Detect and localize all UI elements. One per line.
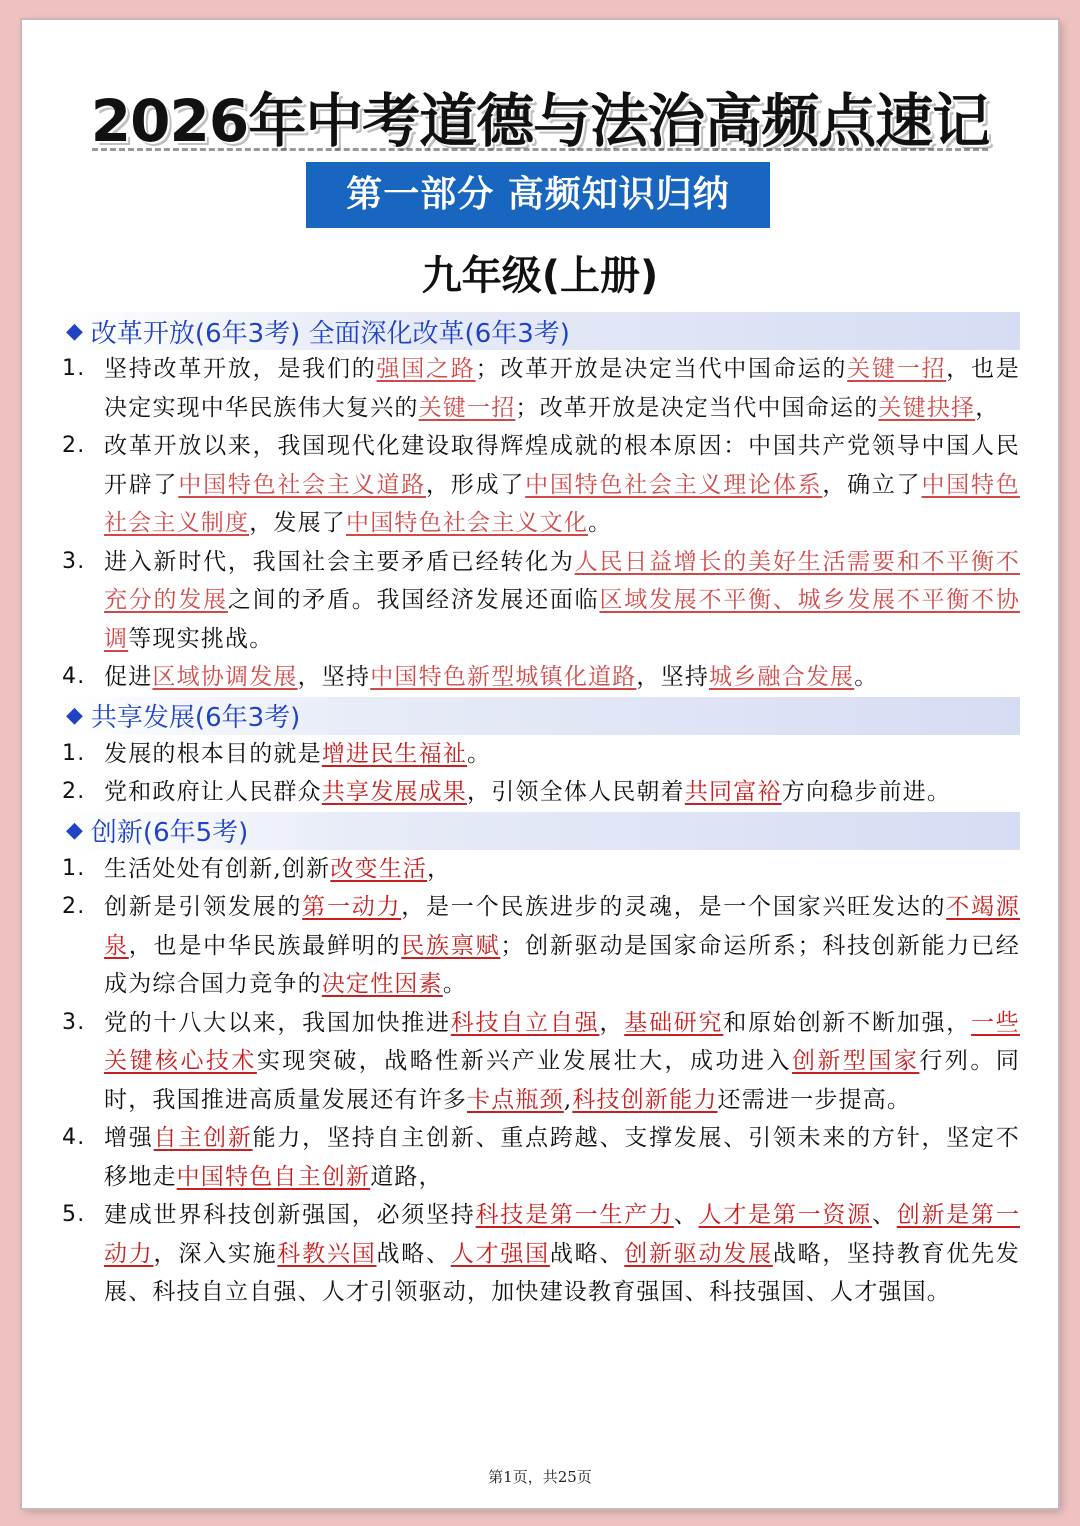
section-heading: [60, 812, 1020, 850]
keyword-highlight: 中国特色新型城镇化道路: [370, 664, 637, 690]
item-number: 5.: [62, 1202, 86, 1227]
keyword-highlight: 中国特色社会主义文化: [346, 510, 589, 536]
keyword-highlight: 人才是第一资源: [698, 1202, 872, 1228]
keyword-highlight: 区域发展不平衡、城乡发展不平衡不协调: [104, 587, 1021, 652]
keyword-highlight: 一些关键核心技术: [104, 1009, 1021, 1074]
text-segment: ，: [599, 1009, 625, 1036]
keyword-highlight: 卡点瓶颈: [467, 1086, 564, 1113]
text-segment: 道路，: [370, 1163, 443, 1190]
text-segment: 改革开放以来，我国现代化建设取得辉煌成就的根本原因：中国共产党领导中国人民开辟了: [104, 433, 1020, 498]
keyword-highlight: 关键抉择: [878, 394, 976, 421]
text-segment: ，是一个民族进步的灵魂，是一个国家兴旺发达的: [401, 894, 947, 920]
text-segment: ，: [427, 855, 452, 882]
text-segment: 和原始创新不断加强，: [723, 1009, 972, 1036]
item-number: 1.: [62, 740, 86, 766]
item-number: 3.: [62, 1009, 86, 1035]
text-segment: ，坚持: [297, 664, 371, 690]
keyword-highlight: 创新驱动发展: [624, 1240, 773, 1267]
text-segment: 创新是引领发展的: [104, 894, 303, 920]
item-text: [104, 658, 1020, 697]
keyword-highlight: 共同富裕: [684, 779, 782, 805]
item-text: [104, 1004, 1020, 1120]
text-segment: 之间的矛盾。我国经济发展还面临: [227, 587, 600, 613]
text-segment: 能力，坚持自主创新、重点跨越、支撑发展、引领未来的方针，坚定不移地走: [104, 1125, 1020, 1190]
item-number: 1.: [62, 356, 86, 381]
text-segment: ，也是中华民族最鲜明的: [128, 932, 402, 959]
section-3: [60, 812, 1020, 1312]
list-item: [60, 1004, 1020, 1120]
keyword-highlight: 第一动力: [302, 894, 402, 920]
title-decoration: [92, 140, 988, 151]
section-heading-text: 改革开放(6年3考) 全面深化改革(6年3考): [90, 318, 570, 349]
section-heading-text: 创新(6年5考): [90, 818, 249, 848]
item-text: [104, 1119, 1020, 1196]
diamond-bullet-icon: ◆: [66, 818, 83, 843]
section-heading: [60, 697, 1020, 735]
list-item: [60, 888, 1020, 1004]
keyword-highlight: 民族禀赋: [401, 932, 501, 959]
item-list: [60, 850, 1020, 1312]
item-number: 4.: [62, 664, 86, 689]
text-segment: 坚持改革开放，是我们的: [104, 356, 377, 382]
section-heading-text: 共享发展(6年3考): [90, 703, 301, 733]
content-area: [60, 312, 1020, 1312]
text-segment: 发展的根本目的就是: [104, 740, 322, 767]
text-segment: ，形成了: [426, 471, 526, 498]
item-number: 2.: [62, 779, 86, 804]
document-title: 2026年中考道德与法治高频点速记: [90, 87, 990, 155]
grade-heading: 九年级(上册): [421, 253, 659, 299]
diamond-bullet-icon: ◆: [66, 318, 83, 344]
section-heading: [60, 312, 1020, 350]
section-1: [60, 312, 1020, 697]
keyword-highlight: 科教兴国: [277, 1240, 377, 1267]
text-segment: 建成世界科技创新强国，必须坚持: [104, 1202, 476, 1228]
text-segment: 党的十八大以来，我国加快推进: [104, 1009, 451, 1036]
text-segment: 还需进一步提高。: [717, 1086, 912, 1113]
item-text: [104, 1196, 1020, 1312]
text-segment: ；改革开放是决定当代中国命运的: [475, 356, 848, 382]
text-segment: 实现突破，战略性新兴产业发展壮大，成功进入: [256, 1048, 792, 1074]
page-footer: 第1页，共25页: [488, 1468, 592, 1486]
list-item: [60, 773, 1020, 812]
item-number: 2.: [62, 433, 86, 458]
keyword-highlight: 共享发展成果: [321, 779, 468, 805]
keyword-highlight: 决定性因素: [321, 971, 443, 997]
keyword-highlight: 人民日益增长的美好生活需要和不平衡不充分的发展: [104, 548, 1020, 613]
text-segment: 方向稳步前进。: [781, 779, 952, 805]
text-segment: 促进: [104, 664, 153, 690]
text-segment: 战略、: [549, 1240, 625, 1267]
keyword-highlight: 城乡融合发展: [709, 664, 855, 690]
keyword-highlight: 科技自立自强: [450, 1009, 600, 1036]
keyword-highlight: 增进民生福祉: [321, 740, 468, 767]
text-segment: 生活处处有创新,创新: [104, 855, 331, 882]
text-segment: 行列。同时，我国推进高质量发展还有许多: [104, 1048, 1021, 1113]
text-segment: ；改革开放是决定当代中国命运的: [515, 394, 879, 421]
item-list: [60, 735, 1020, 812]
keyword-highlight: 中国特色社会主义制度: [104, 471, 1020, 536]
text-segment: 、: [673, 1202, 699, 1228]
list-item: [60, 543, 1020, 659]
keyword-highlight: 中国特色社会主义理论体系: [525, 471, 823, 498]
text-segment: ,: [563, 1086, 573, 1113]
list-item: [60, 1196, 1020, 1312]
item-text: [104, 427, 1020, 543]
keyword-highlight: 中国特色自主创新: [176, 1163, 371, 1190]
text-segment: 战略、: [376, 1240, 451, 1267]
list-item: [60, 350, 1020, 427]
list-item: [60, 1119, 1020, 1196]
item-text: [104, 350, 1020, 427]
text-segment: 增强: [104, 1125, 154, 1151]
text-segment: ，深入实施: [153, 1240, 278, 1267]
keyword-highlight: 基础研究: [624, 1009, 724, 1036]
keyword-highlight: 强国之路: [376, 356, 476, 382]
text-segment: ，确立了: [822, 471, 922, 498]
text-segment: ；创新驱动是国家命运所系；科技创新能力已经成为综合国力竞争的: [104, 932, 1021, 997]
item-list: [60, 350, 1020, 697]
text-segment: 等现实挑战。: [128, 625, 274, 652]
keyword-highlight: 不竭源泉: [104, 894, 1020, 959]
list-item: [60, 850, 1020, 889]
keyword-highlight: 改变生活: [330, 855, 428, 882]
text-segment: 。: [588, 510, 613, 536]
keyword-highlight: 自主创新: [153, 1125, 253, 1151]
text-segment: 、: [871, 1202, 897, 1228]
item-number: 1.: [62, 855, 86, 881]
text-segment: ，发展了: [249, 510, 347, 536]
text-segment: 党和政府让人民群众: [104, 779, 322, 805]
item-text: [104, 735, 1020, 774]
text-segment: 进入新时代，我国社会主要矛盾已经转化为: [104, 548, 575, 575]
list-item: [60, 427, 1020, 543]
text-segment: ，引领全体人民朝着: [467, 779, 685, 805]
keyword-highlight: 关键一招: [418, 394, 516, 421]
item-number: 2.: [62, 894, 86, 919]
text-segment: ，也是决定实现中华民族伟大复兴的: [104, 356, 1020, 421]
keyword-highlight: 关键一招: [847, 356, 947, 382]
keyword-highlight: 科技是第一生产力: [475, 1202, 674, 1228]
list-item: [60, 658, 1020, 697]
item-number: 4.: [62, 1125, 86, 1150]
text-segment: ，坚持: [636, 664, 710, 690]
text-segment: 。: [854, 664, 879, 690]
item-text: [104, 850, 1020, 889]
text-segment: 战略，坚持教育优先发展、科技自立自强、人才引领驱动，加快建设教育强国、科技强国、人才强国。: [104, 1240, 1020, 1305]
text-segment: 。: [442, 971, 468, 997]
keyword-highlight: 科技创新能力: [572, 1086, 718, 1113]
item-text: [104, 543, 1020, 659]
list-item: [60, 735, 1020, 774]
section-2: [60, 697, 1020, 812]
text-segment: 。: [467, 740, 492, 767]
item-text: [104, 888, 1020, 1004]
diamond-bullet-icon: ◆: [66, 703, 83, 728]
item-number: 3.: [62, 548, 86, 574]
part-banner: 第一部分 高频知识归纳: [306, 162, 770, 228]
text-segment: ，: [975, 394, 1000, 421]
keyword-highlight: 中国特色社会主义道路: [178, 471, 427, 498]
keyword-highlight: 区域协调发展: [152, 664, 298, 690]
keyword-highlight: 创新是第一动力: [104, 1202, 1021, 1267]
keyword-highlight: 创新型国家: [791, 1048, 920, 1074]
keyword-highlight: 人才强国: [450, 1240, 550, 1267]
item-text: [104, 773, 1020, 812]
